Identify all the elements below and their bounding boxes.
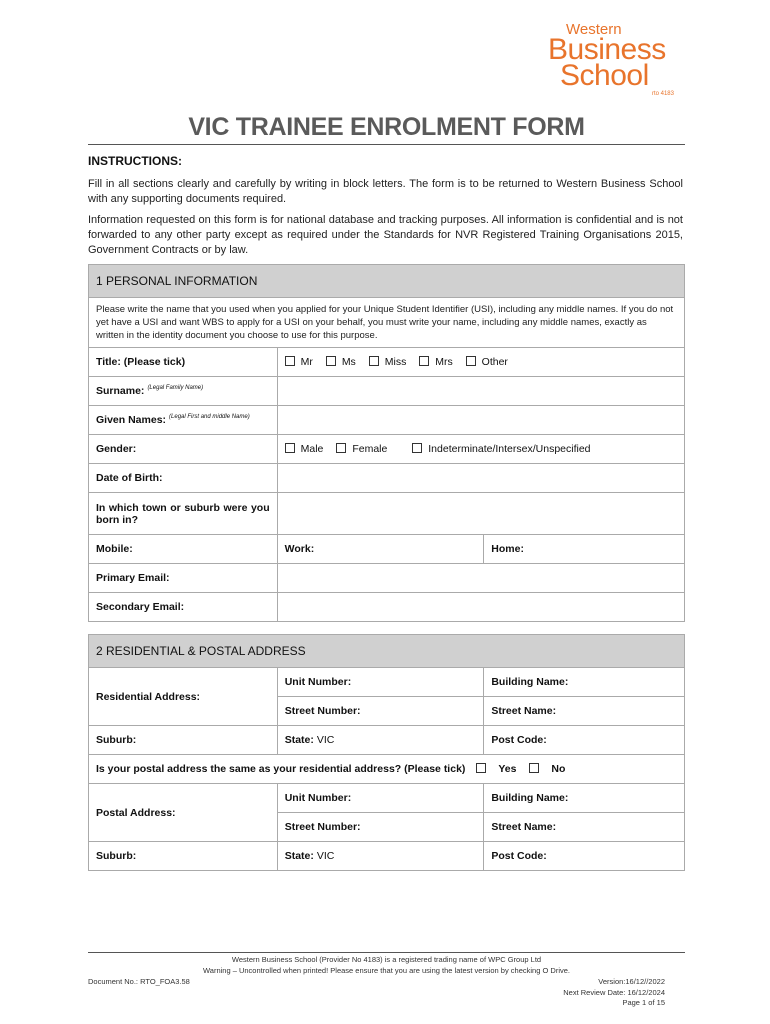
work-label: Work: — [277, 535, 484, 564]
footer-page-number: Page 1 of 15 — [622, 998, 665, 1007]
residential-address-label: Residential Address: — [89, 668, 278, 726]
given-names-field[interactable] — [277, 406, 684, 435]
secondary-email-label: Secondary Email: — [89, 593, 278, 622]
footer-version: Version:16/12//2022 — [598, 977, 665, 986]
dob-label: Date of Birth: — [89, 464, 278, 493]
post-unit-number-label[interactable]: Unit Number: — [277, 784, 484, 813]
title-options — [277, 348, 684, 377]
footer-doc-no: Document No.: RTO_FOA3.58 — [88, 977, 190, 986]
primary-email-label: Primary Email: — [89, 564, 278, 593]
post-state-label: State: — [284, 850, 314, 862]
res-street-name-label[interactable]: Street Name: — [484, 697, 685, 726]
wbs-logo — [548, 22, 688, 97]
gender-option-indeterminate[interactable]: Indeterminate/Intersex/Unspecified — [412, 443, 590, 455]
postal-address-label: Postal Address: — [89, 784, 278, 842]
checkbox-icon[interactable] — [369, 356, 379, 366]
checkbox-icon[interactable] — [285, 443, 295, 453]
logo-line-3: School — [560, 59, 649, 92]
title-label: Title: (Please tick) — [89, 348, 278, 377]
footer-line-1: Western Business School (Provider No 4183) is a registered trading name of WPC Group Ltd — [231, 955, 542, 964]
dob-field[interactable] — [277, 464, 684, 493]
checkbox-icon[interactable] — [336, 443, 346, 453]
title-option-miss[interactable]: Miss — [369, 356, 407, 368]
logo-line-2: Business — [548, 33, 666, 66]
post-suburb-label[interactable]: Suburb: — [89, 842, 278, 871]
section-1-heading: 1 PERSONAL INFORMATION — [89, 265, 685, 298]
footer-divider — [88, 952, 685, 953]
title-option-mrs[interactable]: Mrs — [419, 356, 453, 368]
birthplace-label: In which town or suburb were you born in? — [89, 493, 278, 535]
title-option-mr[interactable]: Mr — [285, 356, 313, 368]
res-state-label: State: — [284, 734, 314, 746]
postal-same-no[interactable]: No — [529, 763, 565, 775]
title-option-ms[interactable]: Ms — [326, 356, 356, 368]
section-2-heading: 2 RESIDENTIAL & POSTAL ADDRESS — [89, 635, 685, 668]
post-postcode-label[interactable]: Post Code: — [484, 842, 685, 871]
res-suburb-label[interactable]: Suburb: — [89, 726, 278, 755]
checkbox-icon[interactable] — [419, 356, 429, 366]
personal-information-table — [88, 264, 685, 622]
res-building-name-label[interactable]: Building Name: — [484, 668, 685, 697]
surname-label: Surname: $^{(Legal Family Name)}$ — [89, 377, 278, 406]
checkbox-icon[interactable] — [529, 763, 539, 773]
address-table — [88, 634, 685, 871]
post-building-name-label[interactable]: Building Name: — [484, 784, 685, 813]
postal-same-row — [89, 755, 685, 784]
gender-options — [277, 435, 684, 464]
given-names-hint: (Legal First and middle Name) — [169, 414, 250, 420]
mobile-label: Mobile: — [89, 535, 278, 564]
postal-same-yes[interactable]: Yes — [476, 763, 516, 775]
post-street-number-label[interactable]: Street Number: — [277, 813, 484, 842]
usi-note: Please write the name that you used when you applied for your Unique Student Identifier (USI), including any middle names. If you do not yet have a USI and want WBS to apply for a USI on your behalf, you must write your name, including any middle names, exactly as written in the identity document you choose to use for this purpose. — [89, 298, 685, 348]
checkbox-icon[interactable] — [285, 356, 295, 366]
postal-same-question: Is your postal address the same as your residential address? (Please tick) — [96, 763, 466, 775]
instructions-paragraph-1: Fill in all sections clearly and carefully by writing in block letters. The form is to be returned to Western Business School with any supporting documents required. — [88, 178, 683, 205]
home-label: Home: — [484, 535, 685, 564]
logo-rto: rto 4183 — [651, 91, 674, 97]
checkbox-icon[interactable] — [326, 356, 336, 366]
surname-hint: (Legal Family Name) — [147, 385, 204, 391]
primary-email-field[interactable] — [277, 564, 684, 593]
res-state-value: VIC — [316, 734, 335, 746]
gender-option-female[interactable]: Female — [336, 443, 387, 455]
checkbox-icon[interactable] — [466, 356, 476, 366]
gender-label: Gender: — [89, 435, 278, 464]
post-state-cell[interactable] — [277, 842, 484, 871]
given-names-label: Given Names: $^{(Legal First and middle Name)}$ — [89, 406, 278, 435]
title-option-other[interactable]: Other — [466, 356, 508, 368]
gender-option-male[interactable]: Male — [285, 443, 324, 455]
checkbox-icon[interactable] — [476, 763, 486, 773]
checkbox-icon[interactable] — [412, 443, 422, 453]
res-postcode-label[interactable]: Post Code: — [484, 726, 685, 755]
footer-line-2: Warning – Uncontrolled when printed! Please ensure that you are using the latest version by checking O Drive. — [202, 966, 570, 975]
res-unit-number-label[interactable]: Unit Number: — [277, 668, 484, 697]
res-state-cell[interactable] — [277, 726, 484, 755]
footer-review-date: Next Review Date: 16/12/2024 — [563, 988, 665, 997]
page-title: VIC TRAINEE ENROLMENT FORM — [188, 113, 585, 141]
post-state-value: VIC — [316, 850, 335, 862]
logo-line-1: Western — [566, 21, 622, 38]
res-street-number-label[interactable]: Street Number: — [277, 697, 484, 726]
title-divider — [88, 144, 685, 145]
instructions-paragraph-2: Information requested on this form is for national database and tracking purposes. All information is confidential and is not forwarded to any other party except as required under the Standards for NVR Registered Training Organisations 2015, Government Contracts or by law. — [88, 214, 683, 256]
birthplace-field[interactable] — [277, 493, 684, 535]
surname-field[interactable] — [277, 377, 684, 406]
post-street-name-label[interactable]: Street Name: — [484, 813, 685, 842]
instructions-heading: INSTRUCTIONS: — [88, 154, 182, 168]
secondary-email-field[interactable] — [277, 593, 684, 622]
